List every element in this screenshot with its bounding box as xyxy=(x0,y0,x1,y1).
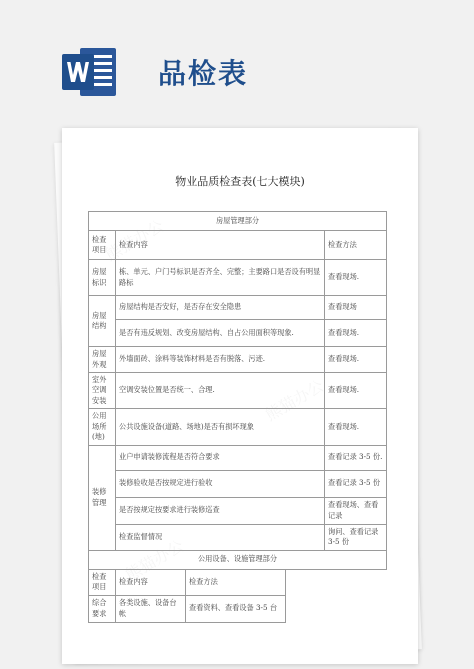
header-title: 品检表 xyxy=(158,57,249,90)
section-title-row xyxy=(89,212,387,231)
method-cell: 查看现场 xyxy=(325,296,387,320)
table-row xyxy=(89,373,387,409)
method-cell: 查看现场、查看记录 xyxy=(325,497,387,524)
item-cell: 室外空调安装 xyxy=(89,373,116,409)
method-cell: 查看现场. xyxy=(325,409,387,445)
table-row xyxy=(89,445,387,470)
column-header: 检查方法 xyxy=(325,231,387,260)
item-cell: 综合要求 xyxy=(89,595,116,622)
column-header: 检查内容 xyxy=(116,569,186,595)
method-cell: 查看现场. xyxy=(325,320,387,347)
item-cell: 房屋标识 xyxy=(89,260,116,296)
method-cell: 查看现场. xyxy=(325,373,387,409)
item-cell: 公用场所(地) xyxy=(89,409,116,445)
content-cell: 检查监督情况 xyxy=(116,524,325,550)
table-row xyxy=(89,296,387,320)
facility-management-table xyxy=(88,569,387,623)
table-row xyxy=(89,595,387,622)
page-header xyxy=(0,0,474,120)
section-title-row xyxy=(89,550,387,569)
content-cell: 业户申请装修流程是否符合要求 xyxy=(116,445,325,470)
method-cell: 查看记录 3-5 份. xyxy=(325,445,387,470)
content-cell: 是否按规定按要求进行装修巡查 xyxy=(116,497,325,524)
content-cell: 装修验收是否按规定进行验收 xyxy=(116,470,325,497)
empty-cell xyxy=(286,569,387,595)
document-title: 物业品质检查表(七大模块) xyxy=(175,175,305,188)
item-cell: 装修管理 xyxy=(89,445,116,550)
method-cell: 询问、查看记录 3-5 份 xyxy=(325,524,387,550)
content-cell: 公共设施设备(道路、场地)是否有损坏现象 xyxy=(116,409,325,445)
method-cell: 查看记录 3-5 份 xyxy=(325,470,387,497)
content-cell: 空调安装位置是否统一、合理. xyxy=(116,373,325,409)
table-row xyxy=(89,320,387,347)
content-cell: 各类设施、设备台帐 xyxy=(116,595,186,622)
table-row xyxy=(89,524,387,550)
section-title: 公用设备、设施管理部分 xyxy=(89,550,387,569)
column-header: 检查方法 xyxy=(186,569,286,595)
table-row xyxy=(89,409,387,445)
section-title: 房屋管理部分 xyxy=(89,212,387,231)
column-header: 检查项目 xyxy=(89,231,116,260)
table-row xyxy=(89,470,387,497)
method-cell: 查看现场. xyxy=(325,347,387,373)
table-header-row xyxy=(89,569,387,595)
table-row xyxy=(89,497,387,524)
content-cell: 是否有违反规划、改变房屋结构、自占公用面积等现象. xyxy=(116,320,325,347)
content-cell: 栋、单元、户门号标识是否齐全、完整；主要路口是否设有明显路标 xyxy=(116,260,325,296)
content-cell: 房屋结构是否安好，是否存在安全隐患 xyxy=(116,296,325,320)
house-management-table xyxy=(88,211,387,570)
content-cell: 外墙面砖、涂料等装饰材料是否有脱落、污迹. xyxy=(116,347,325,373)
method-cell: 查看资料、查看设备 3-5 台 xyxy=(186,595,286,622)
column-header: 检查项目 xyxy=(89,569,116,595)
table-row xyxy=(89,347,387,373)
document-page xyxy=(62,128,418,664)
table-header-row xyxy=(89,231,387,260)
item-cell: 房屋外观 xyxy=(89,347,116,373)
inspection-table xyxy=(88,211,386,623)
word-icon xyxy=(60,46,118,98)
empty-cell xyxy=(286,595,387,622)
method-cell: 查看现场. xyxy=(325,260,387,296)
table-row xyxy=(89,260,387,296)
item-cell: 房屋结构 xyxy=(89,296,116,347)
column-header: 检查内容 xyxy=(116,231,325,260)
